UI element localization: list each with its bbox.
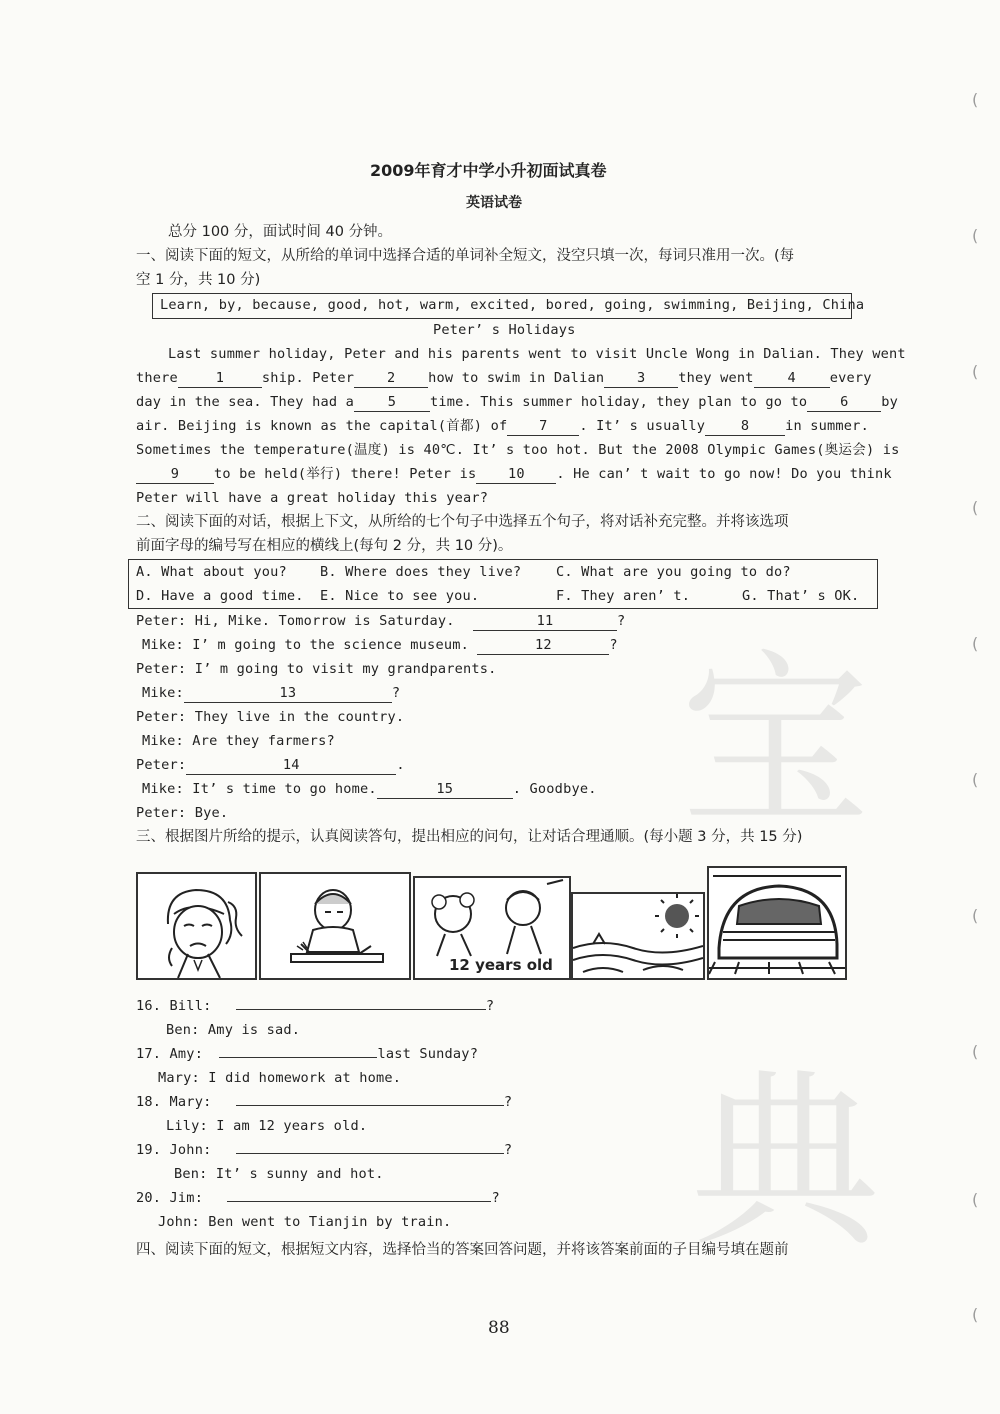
- question-18: [136, 1091, 512, 1113]
- exam-title: 2009年育才中学小升初面试真卷: [370, 161, 607, 180]
- passage-text: air. Beijing is known as the capital(首都) of: [136, 418, 508, 434]
- margin-mark: (: [972, 634, 979, 653]
- margin-mark: (: [972, 362, 979, 381]
- option-g: G. That’ s OK.: [742, 588, 860, 604]
- passage-text: there: [136, 370, 178, 386]
- question-text: 20. Jim:: [136, 1190, 204, 1206]
- blank-9[interactable]: 9: [136, 465, 214, 484]
- passage-text: how to swim in Dalian: [428, 370, 605, 386]
- option-c: C. What are you going to do?: [556, 564, 791, 580]
- option-d: D. Have a good time.: [136, 588, 304, 604]
- picture-train: [707, 866, 847, 980]
- picture-caption: 12 years old: [449, 956, 553, 974]
- passage-line: [136, 463, 892, 485]
- dialogue-line: Peter: They live in the country.: [136, 709, 405, 725]
- dialogue-text: . Goodbye.: [512, 781, 597, 797]
- question-mark: ?: [609, 637, 618, 653]
- watermark-bao: 宝: [680, 632, 871, 853]
- answer-line-17: Mary: I did homework at home.: [158, 1070, 402, 1086]
- answer-17[interactable]: [219, 1057, 377, 1058]
- homework-drawing: [261, 874, 409, 978]
- passage-text: by: [881, 394, 899, 410]
- passage-line: [136, 439, 900, 461]
- dialogue-line: Mike: Are they farmers?: [142, 733, 335, 749]
- passage-text: . He can’ t wait to go now! Do you think: [556, 466, 892, 482]
- dialogue-line: [136, 754, 405, 776]
- section2-instruction: 二、阅读下面的对话，根据上下文，从所给的七个句子中选择五个句子，将对话补充完整。并将该选项: [136, 514, 789, 530]
- blank-10[interactable]: 10: [476, 465, 556, 484]
- blank-4[interactable]: 4: [754, 369, 830, 388]
- answer-line-18: Lily: I am 12 years old.: [166, 1118, 368, 1134]
- sunny-drawing: [573, 894, 703, 978]
- passage-text: ship. Peter: [261, 370, 355, 386]
- section1-instruction-cont: 空 1 分，共 10 分): [136, 272, 261, 288]
- picture-sad-girl: [136, 872, 257, 980]
- margin-mark: (: [972, 226, 979, 245]
- period: .: [396, 757, 405, 773]
- margin-mark: (: [972, 1305, 979, 1324]
- answer-line-16: Ben: Amy is sad.: [166, 1022, 301, 1038]
- question-mark: ?: [617, 613, 626, 629]
- section2-instruction-cont: 前面字母的编号写在相应的横线上(每句 2 分，共 10 分)。: [136, 538, 513, 554]
- passage-text: Sometimes the temperature(温度) is 40℃. It’ s too hot. But the 2008 Olympic Games(奥运会) is: [136, 442, 900, 458]
- passage-line: [136, 367, 872, 389]
- option-b: B. Where does they live?: [320, 564, 522, 580]
- question-20: [136, 1187, 500, 1209]
- answer-16[interactable]: [236, 1009, 486, 1010]
- blank-7[interactable]: 7: [507, 417, 579, 436]
- blank-14[interactable]: 14: [186, 756, 396, 775]
- picture-sunny-day: [571, 892, 705, 980]
- passage-title: Peter’ s Holidays: [433, 322, 576, 338]
- dialogue-text: Mike: I’ m going to the science museum.: [142, 637, 469, 653]
- margin-mark: (: [972, 90, 979, 109]
- answer-line-20: John: Ben went to Tianjin by train.: [158, 1214, 452, 1230]
- dialogue-line: [142, 682, 400, 704]
- blank-15[interactable]: 15: [377, 780, 513, 799]
- blank-11[interactable]: 11: [473, 612, 617, 631]
- passage-text: day in the sea. They had a: [136, 394, 354, 410]
- passage-text: in summer.: [785, 418, 869, 434]
- dialogue-line: [142, 634, 618, 656]
- margin-mark: (: [972, 906, 979, 925]
- margin-mark: (: [972, 1042, 979, 1061]
- blank-13[interactable]: 13: [184, 684, 392, 703]
- question-mark: ?: [485, 998, 495, 1014]
- exam-intro: 总分 100 分，面试时间 40 分钟。: [168, 224, 393, 240]
- margin-mark: (: [972, 498, 979, 517]
- question-16: [136, 995, 494, 1017]
- passage-text: Last summer holiday, Peter and his parents went to visit Uncle Wong in Dalian. They went: [168, 346, 906, 362]
- question-text: 17. Amy:: [136, 1046, 204, 1062]
- blank-5[interactable]: 5: [354, 393, 430, 412]
- blank-3[interactable]: 3: [604, 369, 678, 388]
- option-a: A. What about you?: [136, 564, 287, 580]
- passage-text: to be held(举行) there! Peter is: [214, 466, 477, 482]
- watermark-dian: 典: [690, 1052, 881, 1273]
- passage-text: time. This summer holiday, they plan to go to: [430, 394, 808, 410]
- passage-line: [136, 487, 488, 509]
- sad-girl-drawing: [138, 874, 255, 978]
- passage-line: [136, 391, 898, 413]
- dialogue-text: Peter: Hi, Mike. Tomorrow is Saturday.: [136, 613, 455, 629]
- picture-boy-homework: [259, 872, 411, 980]
- dialogue-line: Peter: I’ m going to visit my grandparents.: [136, 661, 497, 677]
- section4-instruction: 四、阅读下面的短文，根据短文内容，选择恰当的答案回答问题，并将该答案前面的子目编号填在题前: [136, 1242, 789, 1258]
- answer-19[interactable]: [236, 1153, 504, 1154]
- answer-line-19: Ben: It’ s sunny and hot.: [174, 1166, 384, 1182]
- section3-instruction: 三、根据图片所给的提示，认真阅读答句，提出相应的问句，让对话合理通顺。(每小题 3 分，共 15 分): [136, 829, 803, 845]
- question-text: 19. John:: [136, 1142, 212, 1158]
- dialogue-text: Peter:: [136, 757, 187, 773]
- question-19: [136, 1139, 512, 1161]
- option-e: E. Nice to see you.: [320, 588, 480, 604]
- passage-text: they went: [678, 370, 754, 386]
- question-text: 18. Mary:: [136, 1094, 212, 1110]
- train-drawing: [709, 868, 845, 978]
- question-mark: ?: [503, 1142, 513, 1158]
- margin-mark: (: [972, 770, 979, 789]
- question-mark: ?: [391, 685, 401, 701]
- question-17: [136, 1043, 478, 1065]
- dialogue-line: [136, 610, 625, 632]
- passage-text: . It’ s usually: [579, 418, 706, 434]
- dialogue-text: Mike:: [142, 685, 184, 701]
- exam-subtitle: 英语试卷: [466, 195, 522, 211]
- margin-mark: (: [972, 1190, 979, 1209]
- question-mark: ?: [503, 1094, 513, 1110]
- passage-line: [168, 343, 906, 365]
- page-number: 88: [488, 1318, 510, 1338]
- blank-12[interactable]: 12: [477, 636, 609, 655]
- blank-2[interactable]: 2: [354, 369, 428, 388]
- answer-20[interactable]: [227, 1201, 491, 1202]
- word-bank: Learn, by, because, good, hot, warm, excited, bored, going, swimming, Beijing, China: [160, 297, 865, 313]
- dialogue-line: [142, 778, 597, 800]
- passage-text: every: [829, 370, 872, 386]
- passage-text: Peter will have a great holiday this year?: [136, 490, 489, 506]
- blank-6[interactable]: 6: [807, 393, 881, 412]
- dialogue-text: Mike: It’ s time to go home.: [142, 781, 377, 797]
- question-text: last Sunday?: [377, 1046, 479, 1062]
- question-mark: ?: [491, 1190, 500, 1206]
- answer-18[interactable]: [236, 1105, 504, 1106]
- question-text: 16. Bill:: [136, 998, 212, 1014]
- section1-instruction: 一、阅读下面的短文，从所给的单词中选择合适的单词补全短文，没空只填一次，每词只准用一次。(每: [136, 248, 795, 264]
- blank-8[interactable]: 8: [705, 417, 785, 436]
- dialogue-line: Peter: Bye.: [136, 805, 229, 821]
- passage-line: [136, 415, 869, 437]
- option-f: F. They aren’ t.: [556, 588, 691, 604]
- blank-1[interactable]: 1: [178, 369, 262, 388]
